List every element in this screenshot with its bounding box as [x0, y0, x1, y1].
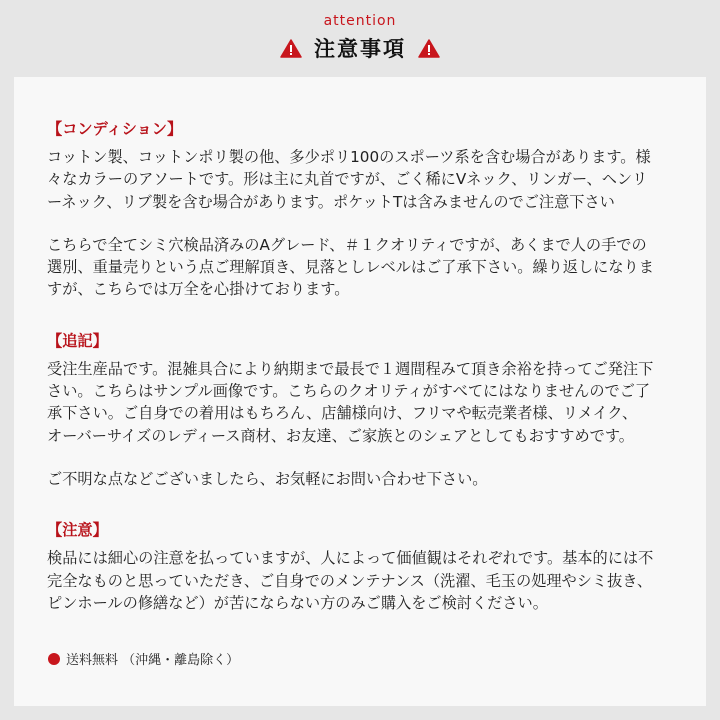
- text-line: 受注生産品です。混雑具合により納期まで最長で１週間程みて頂き余裕を持ってご発注下: [47, 359, 654, 378]
- text-line: コットン製、コットンポリ製の他、多少ポリ100のスポーツ系を含む場合があります。様: [47, 148, 651, 166]
- shipping-note: [48, 649, 239, 668]
- section-heading: 【追記】: [47, 331, 108, 350]
- text-line: 々なカラーのアソートです。形は主に丸首ですが、ごく稀にVネック、リンガー、ヘンリ: [47, 170, 648, 189]
- notes-body: [47, 118, 654, 614]
- text-line: こちらで全てシミ穴検品済みのAグレード、＃１クオリティですが、あくまで人の手での: [47, 235, 647, 254]
- bullet-dot-icon: [48, 653, 60, 665]
- title-text: 注意事項: [314, 37, 406, 61]
- warning-icon: [418, 39, 440, 58]
- text-line: 承下さい。ご自身での着用はもちろん、店舗様向け、フリマや転売業者様、リメイク、: [47, 404, 638, 423]
- section-heading: 【注意】: [47, 521, 108, 540]
- section-heading: 【コンディション】: [47, 120, 183, 138]
- page-title: [0, 33, 720, 63]
- text-line: 検品には細心の注意を払っていますが、人によって価値観はそれぞれです。基本的には不: [47, 549, 654, 568]
- text-line: オーバーサイズのレディース商材、お友達、ご家族とのシェアとしてもおすすめです。: [47, 426, 634, 445]
- text-line: すが、こちらでは万全を心掛けております。: [47, 280, 350, 299]
- text-line: ピンホールの修繕など）が苦にならない方のみご購入をご検討ください。: [47, 593, 548, 612]
- text-line: 完全なものと思っていただき、ご自身でのメンテナンス（洗濯、毛玉の処理やシミ抜き、: [47, 571, 653, 590]
- attention-label: attention: [323, 13, 397, 29]
- warning-icon: [280, 39, 302, 58]
- text-line: さい。こちらはサンプル画像です。こちらのクオリティがすべてにはなりませんのでご了: [47, 382, 651, 401]
- text-line: ご不明な点などございましたら、お気軽にお問い合わせ下さい。: [47, 469, 488, 488]
- text-line: ーネック、リブ製を含む場合があります。ポケットTは含みませんのでご注意下さい: [47, 192, 615, 211]
- text-line: 選別、重量売りという点ご理解頂き、見落としレベルはご了承下さい。繰り返しになりま: [47, 258, 654, 277]
- shipping-text: 送料無料 （沖縄・離島除く）: [66, 653, 240, 668]
